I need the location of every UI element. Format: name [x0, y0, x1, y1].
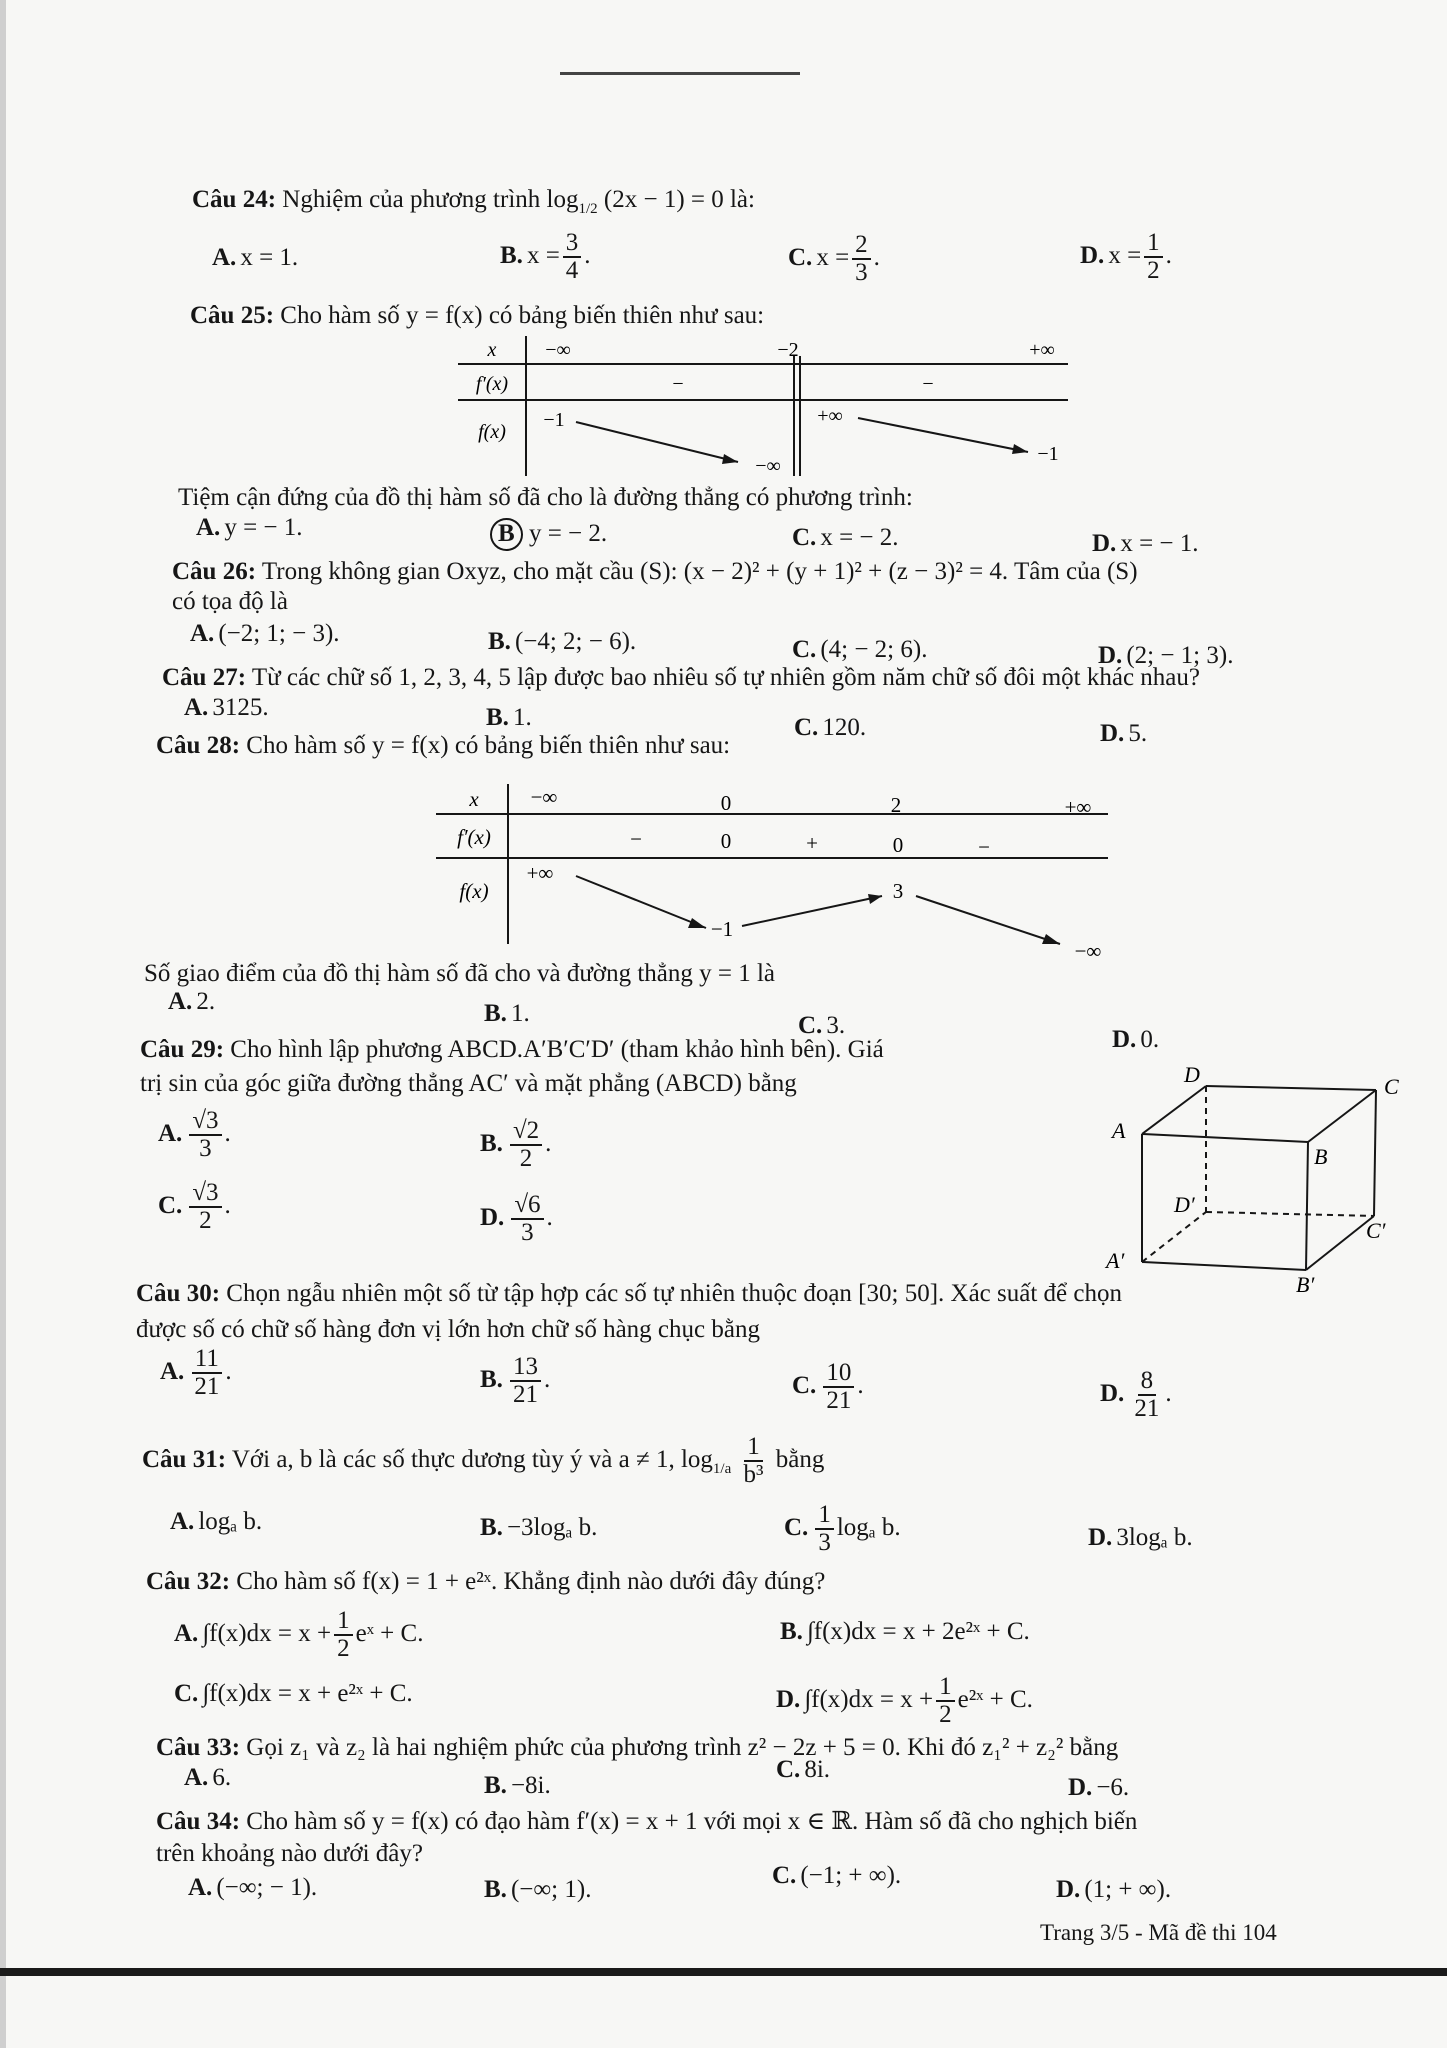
q28-val4: −∞: [1074, 939, 1102, 963]
q28-row-x: x: [469, 787, 479, 811]
q30-option-c: C. $\frac{10}{21}$ .: [792, 1359, 864, 1415]
q30-option-d: D. $\frac{8}{21}$ .: [1100, 1367, 1172, 1423]
q30-option-b: B. $\frac{13}{21}$ .: [480, 1353, 551, 1409]
q25-val2: −∞: [755, 455, 781, 476]
q28-option-a: A. 2.: [168, 988, 216, 1015]
q26-stem: Câu 26: Trong không gian Oxyz, cho mặt cầu (S): (x − 2)² + (y + 1)² + (z − 3)² = 4. Tâm của (S): [172, 558, 1138, 585]
q34-stem-line2: trên khoảng nào dưới đây?: [156, 1840, 423, 1867]
q33-option-b: B. −8i.: [484, 1772, 551, 1799]
q29-option-c: C. $\frac{√3}{2}$ .: [158, 1179, 231, 1235]
cube-label-c1: C′: [1366, 1218, 1386, 1243]
q26-option-b: B. (−4; 2; − 6).: [488, 628, 637, 655]
page-edge-left: [0, 0, 6, 2048]
q28-zero2: 0: [892, 833, 904, 857]
q28-arrow-down-1: [576, 876, 706, 928]
q25-circled-answer: B: [490, 518, 523, 551]
q25-sign2: −: [922, 373, 934, 395]
q28-option-b: B. 1.: [484, 1000, 530, 1027]
q28-sign1: −: [630, 827, 642, 851]
cube-label-d1: D′: [1174, 1192, 1195, 1217]
q33-option-c: C. 8i.: [776, 1756, 831, 1783]
q25-option-c: C. x = − 2.: [792, 524, 899, 551]
q25-option-a: A. y = − 1.: [196, 514, 303, 541]
q33-stem: Câu 33: Gọi z₁ và z₂ là hai nghiệm phức của phương trình z² − 2z + 5 = 0. Khi đó z₁² + z₂² bằng: [156, 1734, 1119, 1761]
q30-stem-line2: được số có chữ số hàng đơn vị lớn hơn chữ số hàng chục bằng: [136, 1316, 760, 1343]
page-edge-bottom: [0, 1968, 1447, 1976]
q34-option-c: C. (−1; + ∞).: [772, 1862, 902, 1889]
q30-stem: Câu 30: Chọn ngẫu nhiên một số từ tập hợp các số tự nhiên thuộc đoạn [30; 50]. Xác suất để chọn: [136, 1280, 1122, 1307]
q27-option-d: D. 5.: [1100, 720, 1148, 747]
q24-stem: Câu 24: Nghiệm của phương trình $\log_{1/2} (2x - 1) = 0$ là:: [192, 186, 755, 217]
q27-option-c: C. 120.: [794, 714, 867, 741]
cube-label-b1: B′: [1296, 1272, 1315, 1296]
q34-option-d: D. (1; + ∞).: [1056, 1876, 1172, 1903]
q28-x2: 0: [720, 791, 732, 815]
q31-stem: Câu 31: Với a, b là các số thực dương tùy ý và a ≠ 1, $\log_{1/a}$ $\frac{1}{\text{b³}}$ bằng: [142, 1433, 825, 1489]
q25-val4: −1: [1037, 443, 1059, 465]
q28-stem: Câu 28: Cho hàm số y = f(x) có bảng biến thiên như sau:: [156, 732, 731, 759]
q34-option-a: A. (−∞; − 1).: [188, 1874, 318, 1901]
q28-sign3: −: [978, 835, 990, 859]
q28-variation-table: [436, 784, 1116, 964]
q32-stem: Câu 32: Cho hàm số f(x) = 1 + e²ˣ. Khẳng định nào dưới đây đúng?: [146, 1568, 826, 1595]
q28-follow: Số giao điểm của đồ thị hàm số đã cho và đường thẳng y = 1 là: [144, 960, 776, 987]
q25-val1: −1: [543, 409, 565, 431]
q25-option-b: B y = − 2.: [490, 518, 607, 551]
q25-row-x: x: [487, 339, 497, 361]
q34-stem: Câu 34: Cho hàm số y = f(x) có đạo hàm f′(x) = x + 1 với mọi x ∈ ℝ. Hàm số đã cho nghịch biến: [156, 1808, 1138, 1835]
page-edge-top: [560, 72, 800, 75]
q28-zero1: 0: [720, 829, 732, 853]
q24-option-b: B. x = $\frac{3}{4}$ .: [500, 229, 591, 285]
q34-option-b: B. (−∞; 1).: [484, 1876, 592, 1903]
q26-option-d: D. (2; − 1; 3).: [1098, 642, 1234, 669]
q29-option-d: D. $\frac{√6}{3}$ .: [480, 1191, 553, 1247]
q25-follow: Tiệm cận đứng của đồ thị hàm số đã cho là đường thẳng có phương trình:: [178, 484, 913, 511]
q27-option-a: A. 3125.: [184, 694, 269, 721]
q25-val3: +∞: [817, 405, 843, 427]
q25-row-f: f(x): [478, 421, 506, 443]
q28-x3: 2: [890, 793, 902, 817]
q31-option-a: A. logₐ b.: [170, 1508, 263, 1535]
q28-x4: +∞: [1064, 795, 1092, 819]
q28-sign2: +: [806, 831, 818, 855]
q25-stem: Câu 25: Cho hàm số y = f(x) có bảng biến thiên như sau:: [190, 302, 765, 329]
q26-option-a: A. (−2; 1; − 3).: [190, 620, 340, 647]
q26-stem-line2: có tọa độ là: [172, 588, 288, 615]
q28-row-fp: f′(x): [457, 825, 491, 849]
q28-row-f: f(x): [459, 879, 489, 903]
cube-label-a: A: [1112, 1118, 1126, 1143]
q28-val1: +∞: [526, 861, 554, 885]
q31-option-d: D. 3logₐ b.: [1088, 1524, 1193, 1551]
q29-option-a: A. $\frac{√3}{3}$ .: [158, 1107, 231, 1163]
q24-option-c: C. x = $\frac{2}{3}$ .: [788, 231, 880, 287]
q28-x1: −∞: [530, 785, 558, 809]
q28-val2: −1: [710, 917, 734, 941]
q32-option-a: A. ∫f(x)dx = x + $\frac{1}{2}$ eˣ + C.: [174, 1607, 424, 1663]
q32-option-b: B. ∫f(x)dx = x + 2e²ˣ + C.: [780, 1618, 1030, 1645]
q27-option-b: B. 1.: [486, 704, 532, 731]
q31-option-b: B. −3logₐ b.: [480, 1514, 598, 1541]
q29-stem-line2: trị sin của góc giữa đường thẳng AC′ và mặt phẳng (ABCD) bằng: [140, 1070, 797, 1097]
q31-option-c: C. $\frac{1}{3}$ logₐ b.: [784, 1501, 901, 1557]
q25-row-fp: f′(x): [475, 373, 509, 395]
q28-option-d: D. 0.: [1112, 1026, 1160, 1053]
q28-option-c: C. 3.: [798, 1012, 846, 1039]
q33-option-a: A. 6.: [184, 1764, 232, 1791]
page-footer: Trang 3/5 - Mã đề thi 104: [1040, 1920, 1277, 1945]
q25-arrow-down-2: [858, 418, 1028, 452]
q28-val3: 3: [892, 879, 904, 903]
q29-stem: Câu 29: Cho hình lập phương ABCD.A′B′C′D′ (tham khảo hình bên). Giá: [140, 1036, 884, 1063]
q25-x1: −∞: [545, 339, 571, 361]
cube-label-c: C: [1384, 1074, 1399, 1099]
cube-label-a1: A′: [1106, 1248, 1125, 1273]
q33-option-d: D. −6.: [1068, 1774, 1130, 1801]
q29-cube-figure: [1100, 1066, 1420, 1296]
q32-option-d: D. ∫f(x)dx = x + $\frac{1}{2}$ e²ˣ + C.: [776, 1673, 1033, 1729]
q28-arrow-up: [742, 896, 882, 926]
q32-option-c: C. ∫f(x)dx = x + e²ˣ + C.: [174, 1680, 413, 1707]
q25-option-d: D. x = − 1.: [1092, 530, 1199, 557]
q26-option-c: C. (4; − 2; 6).: [792, 636, 928, 663]
cube-label-b: B: [1314, 1144, 1328, 1169]
q25-x2: −2: [777, 339, 799, 361]
q27-stem: Câu 27: Từ các chữ số 1, 2, 3, 4, 5 lập được bao nhiêu số tự nhiên gồm năm chữ số đôi một khác nhau?: [162, 664, 1200, 691]
q29-option-b: B. $\frac{√2}{2}$ .: [480, 1117, 552, 1173]
q25-arrow-down-1: [576, 422, 738, 462]
q25-sign1: −: [672, 373, 684, 395]
q28-arrow-down-2: [916, 896, 1060, 944]
q25-x3: +∞: [1029, 339, 1055, 361]
q24-option-a: A. x = 1.: [212, 244, 299, 271]
q25-variation-table: [458, 336, 1078, 476]
q24-option-d: D. x = $\frac{1}{2}$ .: [1080, 229, 1172, 285]
cube-label-d: D: [1184, 1066, 1200, 1087]
q30-option-a: A. $\frac{11}{21}$ .: [160, 1345, 232, 1401]
